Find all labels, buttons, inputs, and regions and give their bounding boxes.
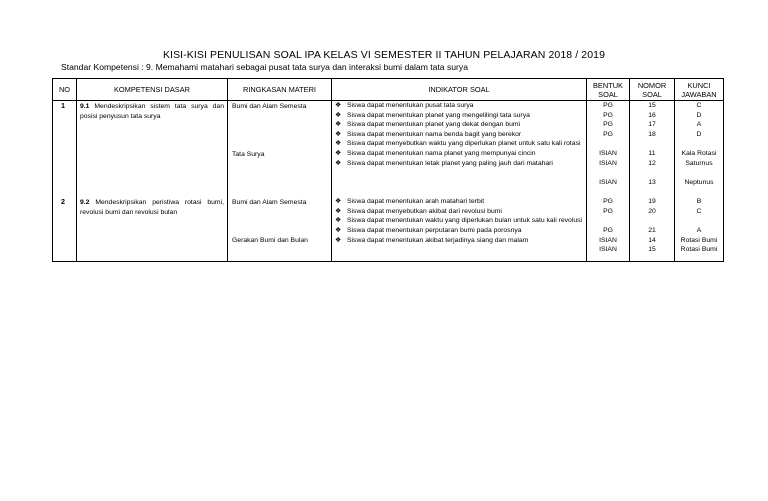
kompetensi-dasar-cell <box>77 197 228 261</box>
header-no: NO <box>53 79 77 101</box>
indikator-text: Siswa dapat menentukan arah matahari terbit <box>347 198 485 206</box>
list-item <box>335 197 584 207</box>
row-number: 2 <box>53 197 77 261</box>
list-item <box>335 159 584 169</box>
document-title: KISI-KISI PENULISAN SOAL IPA KELAS VI SEMESTER II TAHUN PELAJARAN 2018 / 2019 <box>162 49 606 61</box>
indikator-text: Siswa dapat menentukan waktu yang diperlukan bulan untuk satu kali revolusi <box>347 217 583 225</box>
diamond-bullet-icon: ❖ <box>335 121 342 129</box>
diamond-bullet-icon: ❖ <box>335 130 342 138</box>
indikator-soal-cell <box>332 197 587 261</box>
kd-text: Mendeskripsikan sistem tata surya dan posisi penyusun tata surya <box>80 103 224 120</box>
indikator-text: Siswa dapat menentukan nama benda bagit yang berekor <box>347 130 522 138</box>
indikator-text: Siswa dapat menyebutkan waktu yang diperlukan planet untuk satu kali rotasi <box>347 140 581 148</box>
diamond-bullet-icon: ❖ <box>335 207 342 215</box>
header-kompetensi-dasar: KOMPETENSI DASAR <box>77 79 228 101</box>
header-kunci-jawaban: KUNCI JAWABAN <box>675 79 724 101</box>
indikator-soal-cell <box>332 101 587 198</box>
diamond-bullet-icon: ❖ <box>335 140 342 148</box>
list-item <box>335 236 584 246</box>
nomor-soal-cell: 15 16 17 18 11 12 13 <box>630 101 675 198</box>
indikator-text: Siswa dapat menentukan planet yang dekat dengan bumi <box>347 121 521 129</box>
list-item <box>335 139 584 149</box>
materi-topic: Gerakan Bumi dan Bulan <box>232 236 308 244</box>
header-ringkasan-materi: RINGKASAN MATERI <box>228 79 332 101</box>
table-header-row <box>53 79 724 101</box>
indikator-text: Siswa dapat menentukan letak planet yang paling jauh dari matahari <box>347 159 553 167</box>
indikator-text: Siswa dapat menentukan perputaran bumi pada porosnya <box>347 226 522 234</box>
list-item <box>335 130 584 140</box>
list-item <box>335 149 584 159</box>
indikator-text: Siswa dapat menyebutkan akibat dari revolusi bumi <box>347 207 502 215</box>
indikator-text: Siswa dapat menentukan nama planet yang mempunyai cincin <box>347 149 536 157</box>
kd-text: Mendeskripsikan peristiwa rotasi bumi, revolusi bumi dan revolusi bulan <box>80 199 224 216</box>
list-item <box>335 226 584 236</box>
indikator-text: Siswa dapat menentukan pusat tata surya <box>347 102 474 109</box>
table-row <box>53 197 724 261</box>
diamond-bullet-icon: ❖ <box>335 236 342 244</box>
bentuk-soal-cell: PG PG PG ISIAN ISIAN <box>587 197 630 261</box>
list-item <box>335 111 584 121</box>
diamond-bullet-icon: ❖ <box>335 159 342 167</box>
diamond-bullet-icon: ❖ <box>335 111 342 119</box>
kd-number: 9.2 <box>80 199 90 207</box>
list-item <box>335 120 584 130</box>
diamond-bullet-icon: ❖ <box>335 149 342 157</box>
diamond-bullet-icon: ❖ <box>335 198 342 206</box>
materi-topic: Bumi dan Alam Semesta <box>232 199 307 207</box>
ringkasan-materi-cell <box>228 101 332 198</box>
diamond-bullet-icon: ❖ <box>335 217 342 225</box>
row-number: 1 <box>53 101 77 198</box>
kompetensi-dasar-cell <box>77 101 228 198</box>
indikator-text: Siswa dapat menentukan planet yang mengelilingi tata surya <box>347 111 530 119</box>
kisi-kisi-table <box>52 78 724 262</box>
diamond-bullet-icon: ❖ <box>335 102 342 109</box>
header-bentuk-soal: BENTUK SOAL <box>587 79 630 101</box>
list-item <box>335 216 584 226</box>
materi-topic: Tata Surya <box>232 150 265 158</box>
kd-number: 9.1 <box>80 103 90 110</box>
materi-topic: Bumi dan Alam Semesta <box>232 103 307 110</box>
indikator-text: Siswa dapat menentukan akibat terjadinya siang dan malam <box>347 236 529 244</box>
bentuk-soal-cell: PG PG PG PG ISIAN ISIAN ISIAN <box>587 101 630 198</box>
list-item <box>335 101 584 111</box>
table-row <box>53 101 724 198</box>
header-nomor-soal: NOMOR SOAL <box>630 79 675 101</box>
header-indikator-soal: INDIKATOR SOAL <box>332 79 587 101</box>
kunci-jawaban-cell: C D A D Kala Rotasi Saturnus Neptunus <box>675 101 724 198</box>
ringkasan-materi-cell <box>228 197 332 261</box>
standar-kompetensi: Standar Kompetensi : 9. Memahami matahari sebagai pusat tata surya dan interaksi bumi dalam tata surya <box>61 62 468 72</box>
kunci-jawaban-cell: B C A Rotasi Bumi Rotasi Bumi <box>675 197 724 261</box>
nomor-soal-cell: 19 20 21 14 15 <box>630 197 675 261</box>
list-item <box>335 207 584 217</box>
diamond-bullet-icon: ❖ <box>335 226 342 234</box>
